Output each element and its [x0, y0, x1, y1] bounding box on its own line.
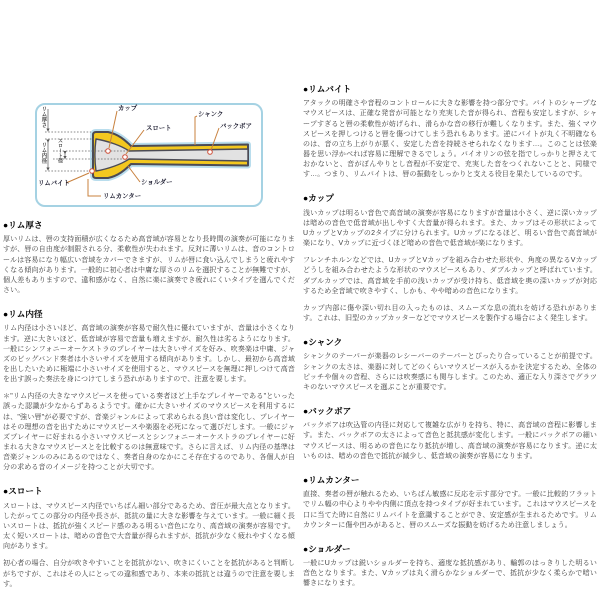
paragraph: スロートは、マウスピース内径でいちばん細い部分であるため、音圧が最大点となります。したがってこの部分の内径や長さが、抵抗の量に大きな影響を与えています。一般に細く長いスロートは、抵抗が強くスピード感のある明るい音色になり、高音域の演奏が容易です。太く短いスロートは、暗めの音色で大音量が得られますが、抵抗が少なく疲れやすくなる傾向があります。	[3, 502, 295, 551]
label-shoulder: ショルダー	[141, 179, 173, 186]
section-heading: ●リム厚さ	[3, 220, 43, 230]
section-paragraphs	[303, 559, 597, 589]
doc-section	[3, 309, 295, 473]
mouthpiece-cross-section-drawing	[37, 105, 261, 205]
section-heading: ●バックボア	[303, 406, 352, 417]
section-heading: ●リムカンター	[303, 474, 360, 485]
section-paragraphs	[303, 421, 597, 462]
doc-section	[303, 544, 597, 590]
paragraph: 初心者の場合、自分が吹きやすいことを抵抗がない、吹きにくいことを抵抗があると判断しがちですが、これはその人にとっての違和感であり、本来の抵抗とは違うので注意を要します。	[3, 560, 295, 588]
mouthpiece-diagram	[35, 103, 263, 207]
section-paragraphs	[303, 352, 597, 393]
paragraph: フレンチホルンなどでは、UカップとVカップを組み合わせた形状や、角度の異なるVカップどうしを組み合わせたような形状のマウスピースもあり、ダブルカップと呼ばれています。ダブルカップでは、高音域を手前の浅いカップが受け持ち、低音域を奥の深いカップが対応するため全音域で吹きやすく、しかも、やや暗めの音色になります。	[303, 257, 597, 295]
section-heading: ●カップ	[303, 193, 334, 204]
section-paragraphs	[3, 235, 295, 296]
section-paragraphs	[3, 502, 295, 590]
left-sections	[3, 220, 295, 590]
section-paragraphs	[3, 324, 295, 473]
paragraph: カップ内部に傷や深い切れ目の入ったものは、スムーズな息の流れを妨げる恐れがあります。これは、旧型のカップカッターなどでマウスピースを製作する場合によく発生します。	[303, 304, 597, 323]
paragraph: シャンクのテーパーが楽器のレシーバーのテーパーとぴったり合っていることが前提です。シャンクの太さは、楽器に対してどのくらいマウスピースが入るかを決定するため、全体のピッチや個々の音程、さらには吹奏感にも関与します。このため、適正な入り深さでグラツキのないマウスピースを選ぶことが重要です。	[303, 353, 597, 391]
mouthpiece-silhouette	[93, 132, 248, 178]
left-column	[3, 103, 295, 597]
label-shank: シャンク	[198, 111, 224, 118]
doc-section	[3, 486, 295, 589]
section-heading: ●リム内径	[3, 309, 43, 320]
paragraph: バックボアは吹込管の内径に対応して複雑な広がりを持ち、特に、高音域の音程に影響します。また、バックボアの太さによって音色と抵抗感が変化します。一般にバックボアの細いマウスピースは、明るめの音色になり抵抗が増し、高音域の演奏が容易になります。逆に太いものは、暗めの音色で抵抗が減少し、低音域の演奏が容易になります。	[303, 422, 597, 460]
label-backbore: バックボア	[220, 123, 252, 130]
section-paragraphs	[303, 490, 597, 531]
doc-section	[303, 337, 597, 393]
label-cup: カップ	[118, 105, 138, 112]
right-column	[303, 84, 597, 597]
dim-label-throat-dia: スロート径	[57, 138, 63, 163]
section-paragraphs	[303, 99, 597, 180]
paragraph: 厚いリムは、唇の支持面積が広くなるため高音域が容易となり長時間の演奏が可能になりますが、唇の自由度が制限される分、柔軟性が失われます。反対に薄いリムは、音のコントロールは容易になり幅広い音域をカバーできますが、リムが唇に食い込んでしまうと疲れやすくなる傾向があります。一般的に初心者は中庸な厚さのリムを選択することが無難ですが、個人差もありますので、違和感がなく、自然に楽に演奏でき疲れにくいタイプを選んでください。	[3, 236, 295, 295]
doc-section	[3, 220, 295, 296]
paragraph: アタックの明確さや音程のコントロールに大きな影響を持つ部分です。バイトのシャープなマウスピースは、正確な発音が可能となり充実した音が得られ、音程も安定しますが、シャープすぎると唇の柔軟性が妨げられ、滑らかな音の移行が難しくなります。また、強くマウスピースを押しつけると唇を傷つけてしまう恐れもあります。逆にバイトが丸く不明確なものは、音の立ち上がりが悪く、安定した音を持続させられなくなります…。このことは弦楽器を思い浮かべれば容易に理解できるでしょう。バイオリンの弦を指でしっかりと押さえておかないと、音がぼんやりとし音程が不安定で、充実した音をつくれないことと、同様です…。つまり、リムバイトは、唇の振動をしっかりと支える役目を果たしているのです。	[303, 100, 597, 179]
section-heading: ●スロート	[3, 486, 43, 497]
doc-section	[303, 84, 597, 180]
paragraph: 浅いカップは明るい音色で高音域の演奏が容易になりますが音量は小さく、逆に深いカップは暗めの音色で低音域が出しやすく大音量が得られます。また、カップはその形状によってUカップとVカップの2タイプに分けられます。Uカップになるほど、明るい音色で高音域が楽になり、Vカップに近づくほど暗めの音色で低音域が楽になります。	[303, 209, 597, 248]
label-throat: スロート	[146, 125, 172, 132]
section-heading: ●シャンク	[303, 337, 343, 348]
paragraph: 直接、奏者の唇が触れるため、いちばん敏感に反応を示す部分です。一般に比較的フラットでリム幅の中心よりやや内側に頂点を持つタイプが好まれています。これはマウスピースを口に当てた時に自然にリムバイトを意識することができ、安定感が生まれるためです。リムカウンターに傷や凹みがあると、唇のスムーズな振動を妨げるため注意しましょう。	[303, 491, 597, 529]
section-heading: ●リムバイト	[303, 84, 352, 94]
label-rim-bite: リムバイト	[38, 180, 70, 187]
doc-section	[303, 475, 597, 531]
label-rim-contour: リムカンター	[103, 193, 142, 200]
section-paragraphs	[303, 209, 597, 324]
paragraph: ＊"リム内径の大きなマウスピースを使っている奏者ほど上手なプレイヤーである"といった誤った認識が少なからずあるようです。確かに大きいサイズのマウスピースを利用するには、"強い唇"が必要ですが、音楽ジャンルによって求められる良い音は変化し、プレイヤーはその理想の音を出すためにマウスピースや楽器を必死になって選びだします。一般にジャズプレイヤーに好まれる小さいマウスピースとシンフォニーオーケストラのプレイヤーに好まれる大きなマウスピースとを比較するのは無意味です。さらに言えば、リム内径の基準は音楽ジャンルのみにあるのではなく、奏者自身のなかにこそ存在するのであり、各個人が自分の求める音のイメージを持つことが大切です。	[3, 393, 295, 472]
doc-section	[303, 406, 597, 462]
dim-label-rim-thickness: リム厚さ	[40, 106, 47, 128]
section-heading: ●ショルダー	[303, 543, 351, 554]
paragraph: リム内径は小さいほど、高音域の演奏が容易で耐久性に優れていますが、音量は小さくなります。逆に大きいほど、低音域が容易で音量も増えますが、耐久性は劣るようになります。一般にシンフォニーオーケストラのプレイヤーは大きいサイズを好み、吹奏楽は中庸、ジャズのビッグバンド奏者は小さいサイズを使用する傾向があります。しかし、最初から高音域を出したいために極端に小さいサイズを使用すると、マウスピースを無理に押しつけて高音を出す誤った奏法を身につけてしまう恐れがありますので、注意を要します。	[3, 325, 295, 384]
dim-label-rim-inner-dia: リム内径	[40, 142, 47, 164]
paragraph: 一般にUカップは鋭いショルダーを持ち、適度な抵抗感があり、輪郭のはっきりした明るい音色となります。また、Vカップは丸く滑らかなショルダーで、抵抗が少なく柔らかで暗い響きになります。	[303, 560, 597, 588]
doc-section	[303, 193, 597, 324]
